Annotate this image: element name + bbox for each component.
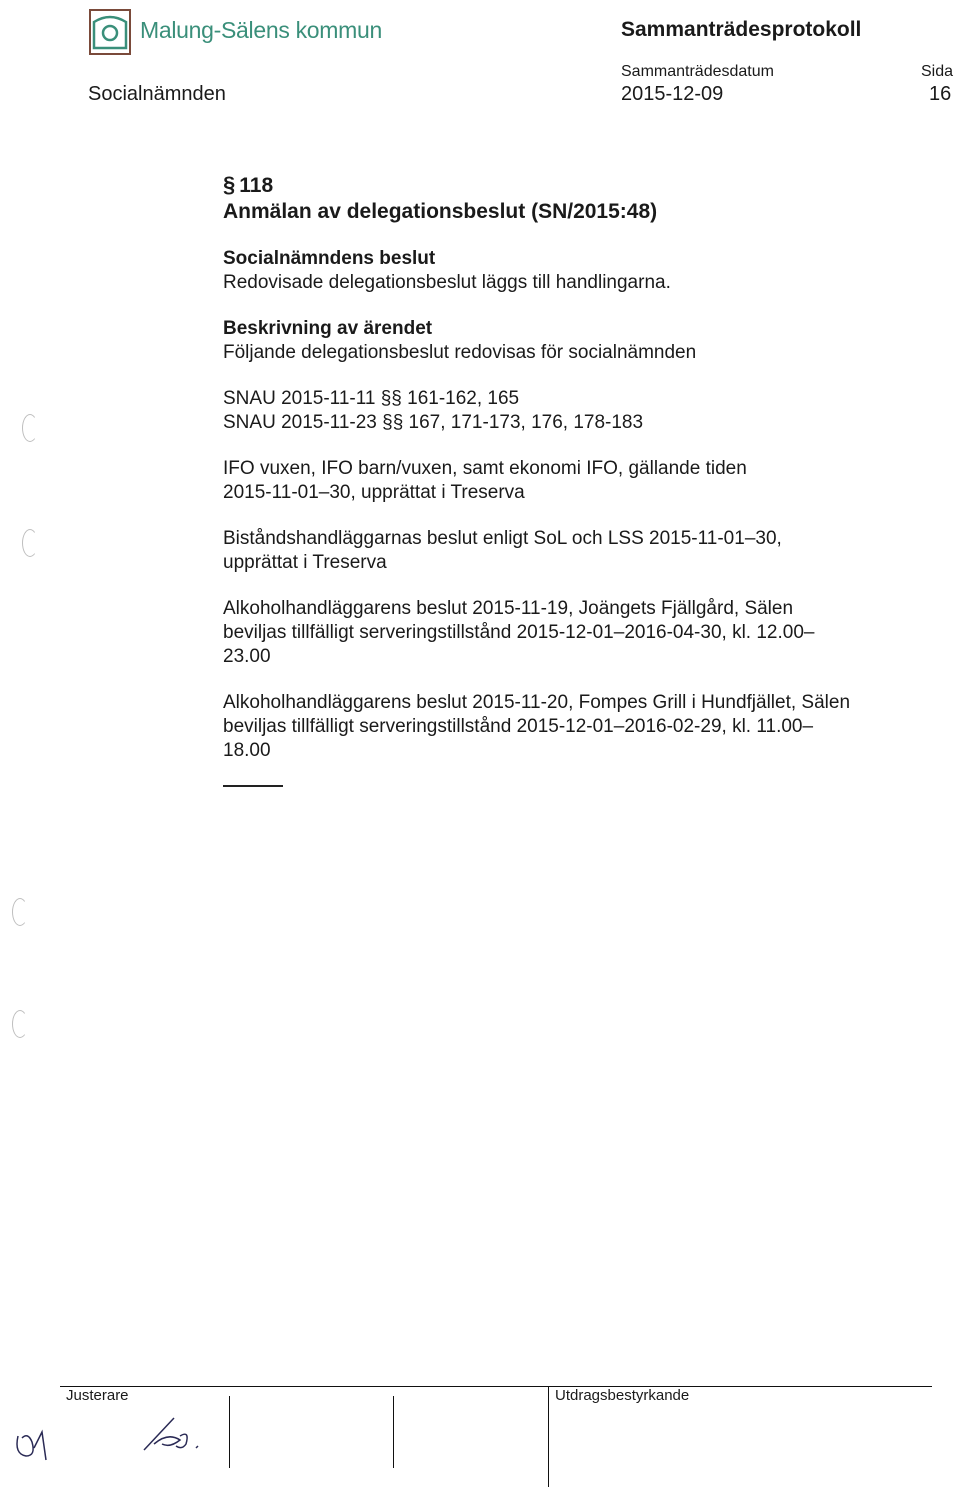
snau-line: SNAU 2015-11-11 §§ 161-162, 165	[223, 388, 520, 409]
utdrag-label: Utdragsbestyrkande	[555, 1387, 690, 1404]
signature-initials-2	[140, 1414, 210, 1459]
municipal-logo-icon	[88, 8, 132, 56]
punch-hole-icon	[22, 414, 38, 442]
section-number	[223, 172, 903, 199]
bistand-paragraph	[223, 527, 903, 575]
date-label: Sammanträdesdatum	[621, 63, 774, 80]
decision-text: Redovisade delegationsbeslut läggs till handlingarna.	[223, 272, 671, 293]
alcohol-line: beviljas tillfälligt serveringstillstånd 2015-12-01–2016-04-30, kl. 12.00–	[223, 622, 815, 643]
protocol-section	[223, 172, 903, 787]
alcohol-decision-1	[223, 597, 903, 669]
justerare-label: Justerare	[66, 1387, 129, 1404]
alcohol-line: Alkoholhandläggarens beslut 2015-11-20, Fompes Grill i Hundfjället, Sälen	[223, 692, 851, 713]
footer-column-divider	[548, 1387, 549, 1487]
meeting-date: 2015-12-09	[621, 83, 724, 105]
footer-column-divider	[229, 1396, 230, 1468]
end-rule	[223, 785, 283, 787]
ifo-line: IFO vuxen, IFO barn/vuxen, samt ekonomi IFO, gällande tiden	[223, 458, 747, 479]
bistand-line: upprättat i Treserva	[223, 552, 387, 573]
description-heading: Beskrivning av ärendet	[223, 318, 433, 339]
page-number: 16	[929, 83, 952, 105]
committee-name: Socialnämnden	[88, 83, 226, 105]
bistand-line: Biståndshandläggarnas beslut enligt SoL och LSS 2015-11-01–30,	[223, 528, 782, 549]
footer-divider	[60, 1386, 932, 1387]
snau-list	[223, 387, 903, 435]
ifo-line: 2015-11-01–30, upprättat i Treserva	[223, 482, 525, 503]
snau-line: SNAU 2015-11-23 §§ 167, 171-173, 176, 178-183	[223, 412, 644, 433]
alcohol-line: 18.00	[223, 740, 271, 761]
alcohol-decision-2	[223, 691, 903, 763]
signature-initials-1	[12, 1426, 62, 1471]
section-title: Anmälan av delegationsbeslut (SN/2015:48)	[223, 200, 658, 223]
alcohol-line: Alkoholhandläggarens beslut 2015-11-19, Joängets Fjällgård, Sälen	[223, 598, 794, 619]
punch-hole-icon	[22, 529, 38, 557]
footer-column-divider	[393, 1396, 394, 1468]
decision-heading: Socialnämndens beslut	[223, 248, 436, 269]
alcohol-line: beviljas tillfälligt serveringstillstånd 2015-12-01–2016-02-29, kl. 11.00–	[223, 716, 814, 737]
page-label: Sida	[921, 63, 954, 80]
section-number-value: 118	[239, 174, 274, 197]
punch-hole-icon	[12, 1010, 28, 1038]
org-name: Malung-Sälens kommun	[140, 17, 383, 43]
ifo-paragraph	[223, 457, 903, 505]
document-type: Sammanträdesprotokoll	[621, 18, 862, 41]
description-intro: Följande delegationsbeslut redovisas för socialnämnden	[223, 342, 697, 363]
punch-hole-icon	[12, 898, 28, 926]
alcohol-line: 23.00	[223, 646, 271, 667]
paragraph-symbol: §	[223, 172, 236, 197]
